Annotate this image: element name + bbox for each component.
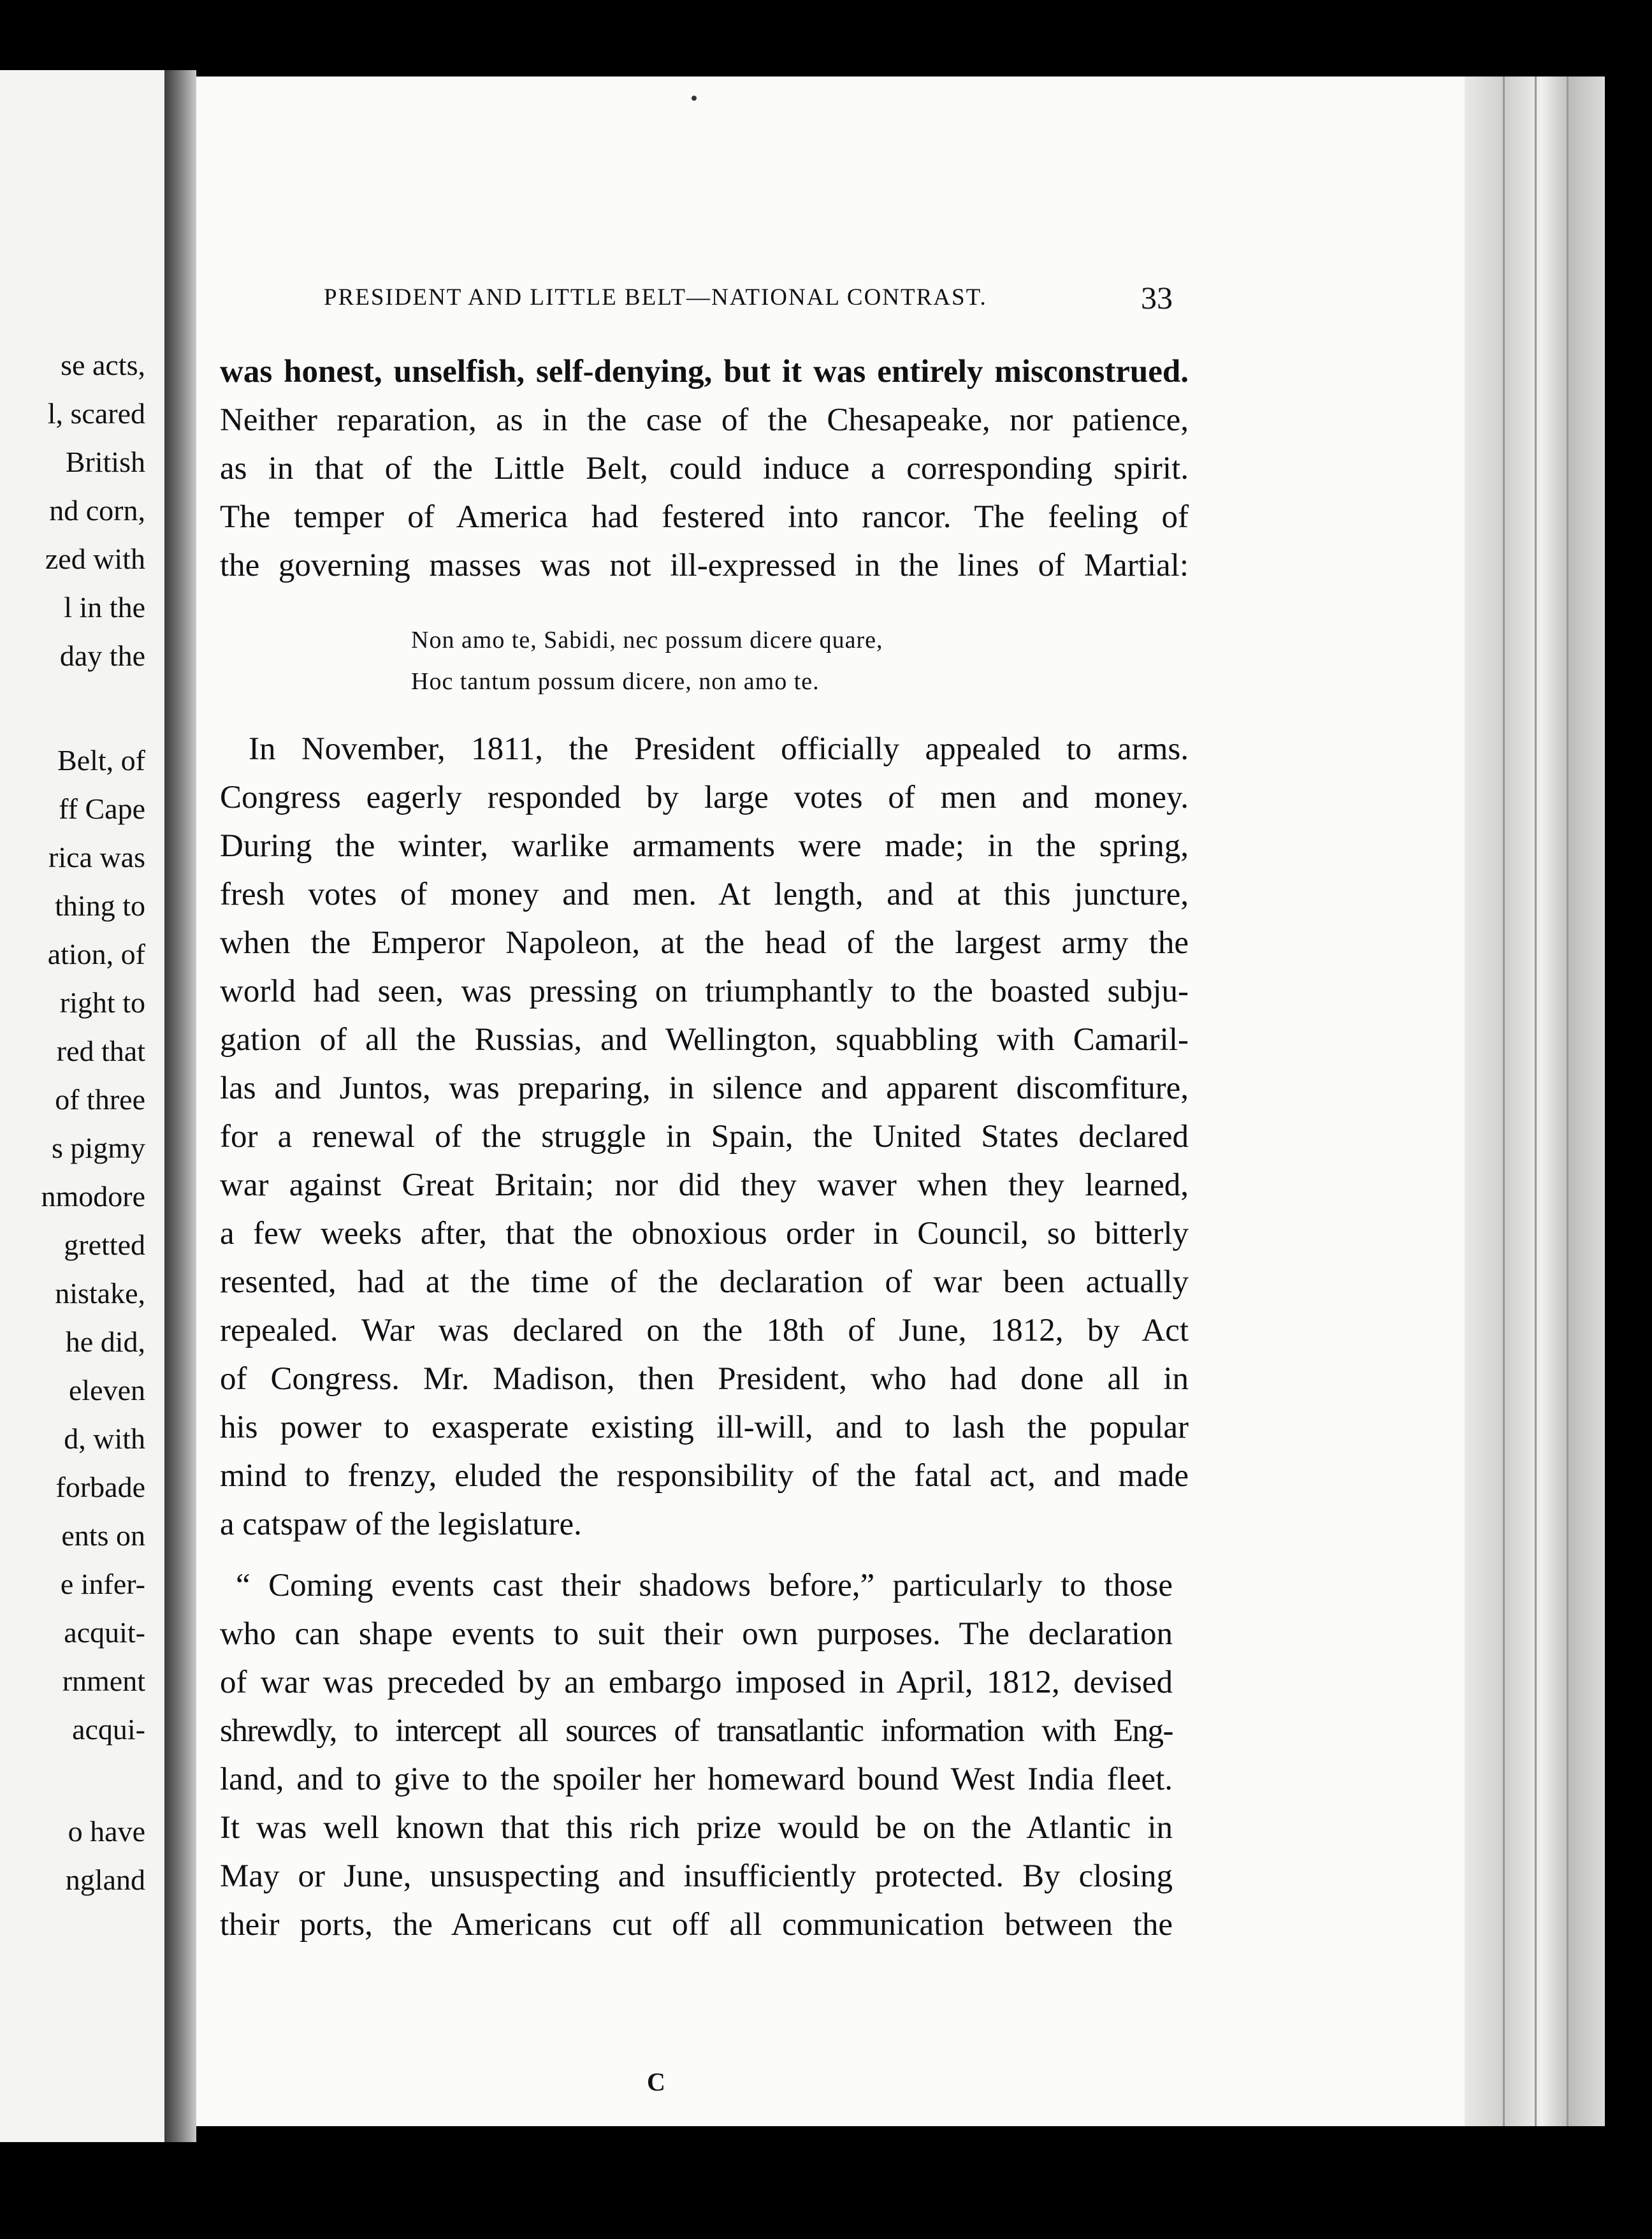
paragraph-line: of Congress. Mr. Madison, then President, who had done all in xyxy=(220,1361,1189,1397)
paragraph-line: The temper of America had festered into rancor. The feeling of xyxy=(220,499,1189,535)
facing-line: day the xyxy=(59,639,145,672)
facing-line: rica was xyxy=(48,841,145,873)
facing-line: thing to xyxy=(55,889,145,922)
verse-line: Hoc tantum possum dicere, non amo te. xyxy=(411,668,820,695)
paragraph-line: was honest, unselfish, self-denying, but it was entirely misconstrued. xyxy=(220,354,1189,390)
facing-line: se acts, xyxy=(61,349,145,381)
paragraph-line: Congress eagerly responded by large votes of men and money. xyxy=(220,780,1189,815)
facing-line: e infer- xyxy=(60,1568,145,1600)
facing-line: l, scared xyxy=(47,397,145,430)
paragraph-line: fresh votes of money and men. At length, and at this juncture, xyxy=(220,877,1189,912)
facing-line: nmodore xyxy=(41,1180,145,1213)
facing-line: l in the xyxy=(64,591,145,624)
verse-line: Non amo te, Sabidi, nec possum dicere quare, xyxy=(411,627,883,653)
paragraph-line: war against Great Britain; nor did they waver when they learned, xyxy=(220,1167,1189,1203)
page-edge xyxy=(1465,77,1605,2126)
facing-line: forbade xyxy=(55,1471,145,1503)
signature-mark: C xyxy=(647,2068,665,2096)
running-head: PRESIDENT AND LITTLE BELT—NATIONAL CONTRAST. xyxy=(324,284,987,310)
facing-line: rnment xyxy=(62,1665,145,1697)
paragraph-line: the governing masses was not ill-expressed in the lines of Martial: xyxy=(220,548,1189,583)
paragraph-line: a few weeks after, that the obnoxious order in Council, so bitterly xyxy=(220,1216,1189,1251)
facing-line: nd corn, xyxy=(49,494,145,527)
facing-line: d, with xyxy=(64,1422,145,1455)
paragraph-line: land, and to give to the spoiler her homeward bound West India fleet. xyxy=(220,1761,1173,1797)
facing-line: s pigmy xyxy=(52,1132,145,1164)
page-number: 33 xyxy=(1141,280,1173,316)
facing-line: ents on xyxy=(61,1519,145,1552)
facing-line: ation, of xyxy=(47,938,145,970)
facing-line: of three xyxy=(55,1083,145,1116)
paragraph-line: when the Emperor Napoleon, at the head of the largest army the xyxy=(220,925,1189,961)
paragraph-line: It was well known that this rich prize would be on the Atlantic in xyxy=(220,1810,1173,1846)
paragraph-line: world had seen, was pressing on triumphantly to the boasted subju- xyxy=(220,974,1189,1009)
paragraph-line: their ports, the Americans cut off all communication between the xyxy=(220,1907,1173,1943)
paragraph-line: gation of all the Russias, and Wellington, squabbling with Camaril- xyxy=(220,1022,1189,1058)
facing-line: acqui- xyxy=(72,1713,145,1746)
paragraph-line: for a renewal of the struggle in Spain, the United States declared xyxy=(220,1119,1189,1155)
paragraph-line: “ Coming events cast their shadows before,” particularly to those xyxy=(236,1568,1173,1603)
paragraph-line: as in that of the Little Belt, could induce a corresponding spirit. xyxy=(220,451,1189,486)
paragraph-line: his power to exasperate existing ill-will, and to lash the popular xyxy=(220,1410,1189,1445)
paragraph-line: During the winter, warlike armaments were made; in the spring, xyxy=(220,828,1189,864)
paragraph-line: las and Juntos, was preparing, in silence and apparent discomfiture, xyxy=(220,1070,1189,1106)
paragraph-line: who can shape events to suit their own purposes. The declaration xyxy=(220,1616,1173,1652)
facing-line: British xyxy=(65,446,145,478)
paragraph-line: Neither reparation, as in the case of the Chesapeake, nor patience, xyxy=(220,402,1189,438)
facing-page xyxy=(0,70,164,2142)
facing-line: red that xyxy=(56,1035,145,1067)
book-gutter xyxy=(164,70,196,2142)
facing-line: gretted xyxy=(64,1229,145,1261)
facing-line: ngland xyxy=(65,1863,145,1896)
page-speck xyxy=(692,96,697,101)
paragraph-line: resented, had at the time of the declaration of war been actually xyxy=(220,1264,1189,1300)
paragraph-line: mind to frenzy, eluded the responsibility of the fatal act, and made xyxy=(220,1458,1189,1494)
paragraph-line: a catspaw of the legislature. xyxy=(220,1506,582,1542)
paragraph-line: May or June, unsuspecting and insufficiently protected. By closing xyxy=(220,1858,1173,1894)
facing-line: ff Cape xyxy=(59,792,145,825)
facing-line: acquit- xyxy=(64,1616,145,1649)
facing-line: nistake, xyxy=(55,1277,145,1309)
paragraph-line: In November, 1811, the President officially appealed to arms. xyxy=(249,731,1189,767)
paragraph-line: repealed. War was declared on the 18th of June, 1812, by Act xyxy=(220,1313,1189,1348)
facing-line: right to xyxy=(59,986,145,1019)
facing-line: eleven xyxy=(68,1374,145,1406)
paragraph-line: shrewdly, to intercept all sources of transatlantic information with Eng- xyxy=(220,1713,1173,1749)
facing-line: o have xyxy=(68,1815,145,1848)
facing-line: zed with xyxy=(45,543,145,575)
facing-line: Belt, of xyxy=(57,744,145,777)
paragraph-line: of war was preceded by an embargo imposed in April, 1812, devised xyxy=(220,1665,1173,1700)
facing-line: he did, xyxy=(65,1325,145,1358)
